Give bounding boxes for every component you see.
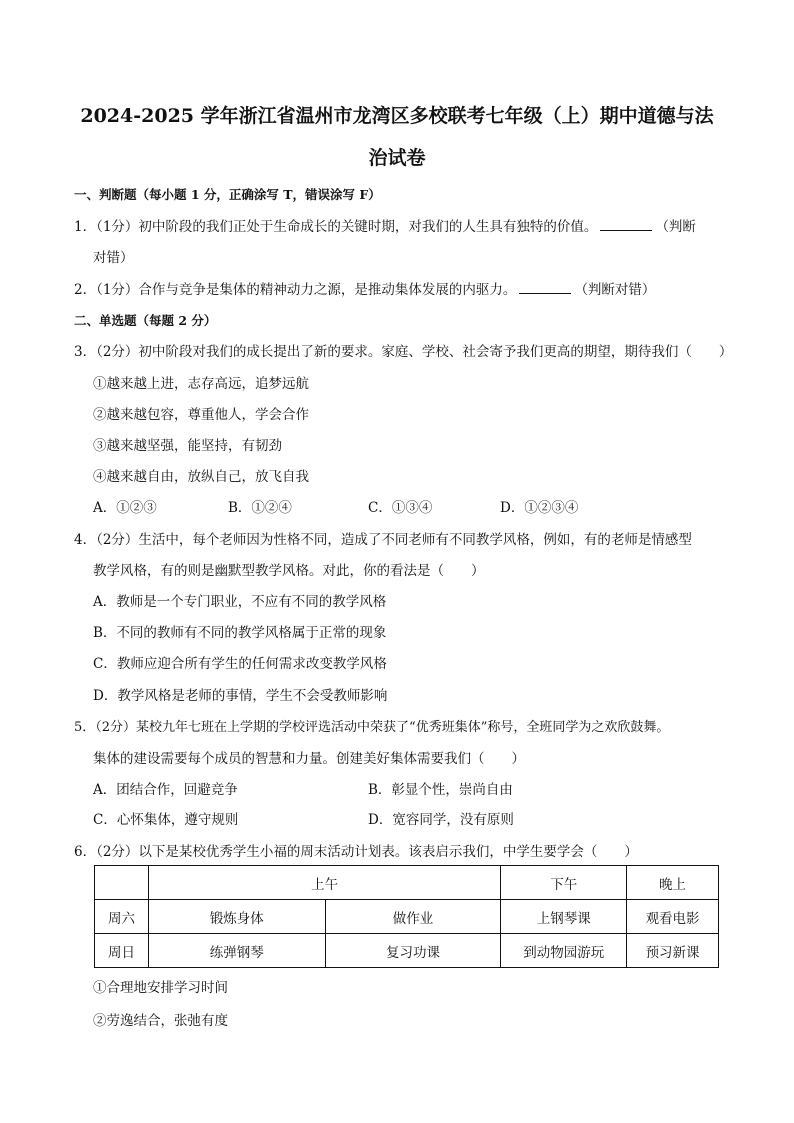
question-2-suffix: （判断对错）	[574, 282, 656, 298]
question-3-option-b: B．①②④	[228, 500, 292, 516]
table-cell: 复习功课	[325, 934, 501, 968]
question-1-line-2: 对错）	[93, 250, 134, 266]
section-heading-single-choice: 二、单选题（每题 2 分）	[74, 313, 217, 328]
question-5-option-b: B．彰显个性，崇尚自由	[368, 782, 513, 798]
question-3-item-2: ②越来越包容，尊重他人，学会合作	[93, 407, 309, 423]
question-5-line-2: 集体的建设需要每个成员的智慧和力量。创建美好集体需要我们（ ）	[93, 751, 525, 767]
question-5-option-c: C．心怀集体，遵守规则	[93, 812, 239, 828]
question-4-line-2: 教学风格，有的则是幽默型教学风格。对此，你的看法是（ ）	[93, 563, 485, 579]
question-3-option-d: D．①②③④	[500, 500, 579, 516]
question-5-option-d: D．宽容同学，没有原则	[368, 812, 514, 828]
question-6-item-2: ②劳逸结合，张弛有度	[93, 1013, 228, 1029]
question-1-line-1	[74, 215, 696, 235]
question-3-stem: 3．（2分）初中阶段对我们的成长提出了新的要求。家庭、学校、社会寄予我们更高的期望，期待我们（ ）	[74, 344, 733, 360]
question-2	[74, 278, 655, 298]
table-cell: 做作业	[325, 900, 501, 934]
answer-blank-1	[600, 218, 652, 231]
section-heading-judgement: 一、判断题（每小题 1 分，正确涂写 T，错误涂写 F）	[74, 187, 381, 202]
question-3-item-1: ①越来越上进，志存高远，追梦远航	[93, 376, 309, 392]
question-4-line-1: 4．（2分）生活中，每个老师因为性格不同，造成了不同老师有不同教学风格，例如，有的老师是情感型	[74, 532, 692, 548]
question-6-stem: 6．（2分）以下是某校优秀学生小福的周末活动计划表。该表启示我们，中学生要学会（ ）	[74, 844, 638, 860]
question-1-suffix: （判断	[655, 219, 696, 235]
question-3-item-4: ④越来越自由，放纵自己，放飞自我	[93, 469, 309, 485]
question-3-item-3: ③越来越坚强，能坚持，有韧劲	[93, 438, 282, 454]
question-6-item-1: ①合理地安排学习时间	[93, 980, 228, 996]
table-header-evening: 晚上	[627, 866, 719, 900]
table-header-corner	[95, 866, 149, 900]
table-header-afternoon: 下午	[501, 866, 627, 900]
question-2-text: 2．（1分）合作与竞争是集体的精神动力之源，是推动集体发展的内驱力。	[74, 282, 517, 298]
table-cell: 上钢琴课	[501, 900, 627, 934]
question-4-option-d: D．教学风格是老师的事情，学生不会受教师影响	[93, 688, 388, 704]
table-cell-day: 周六	[95, 900, 149, 934]
question-4-option-b: B．不同的教师有不同的教学风格属于正常的现象	[93, 625, 387, 641]
question-5-option-a: A．团结合作，回避竞争	[93, 782, 238, 798]
question-3-option-a: A．①②③	[93, 500, 157, 516]
table-cell-day: 周日	[95, 934, 149, 968]
question-4-option-c: C．教师应迎合所有学生的任何需求改变教学风格	[93, 656, 387, 672]
table-cell: 锻炼身体	[148, 900, 325, 934]
table-cell: 到动物园游玩	[501, 934, 627, 968]
answer-blank-2	[519, 281, 571, 294]
exam-title-line-1: 2024-2025 学年浙江省温州市龙湾区多校联考七年级（上）期中道德与法	[80, 105, 714, 127]
exam-title-line-2: 治试卷	[368, 147, 426, 169]
question-5-line-1: 5．（2分）某校九年七班在上学期的学校评选活动中荣获了“优秀班集体”称号，全班同学为之欢欣鼓舞。	[74, 720, 670, 735]
table-cell: 观看电影	[627, 900, 719, 934]
table-row	[95, 934, 719, 968]
question-4-option-a: A．教师是一个专门职业，不应有不同的教学风格	[93, 594, 387, 610]
weekend-schedule-table	[94, 865, 719, 968]
question-1-text: 1．（1分）初中阶段的我们正处于生命成长的关键时期，对我们的人生具有独特的价值。	[74, 219, 598, 235]
table-row	[95, 900, 719, 934]
table-header-row	[95, 866, 719, 900]
table-header-morning: 上午	[148, 866, 500, 900]
question-3-option-c: C．①③④	[368, 500, 433, 516]
table-cell: 练弹钢琴	[148, 934, 325, 968]
table-cell: 预习新课	[627, 934, 719, 968]
